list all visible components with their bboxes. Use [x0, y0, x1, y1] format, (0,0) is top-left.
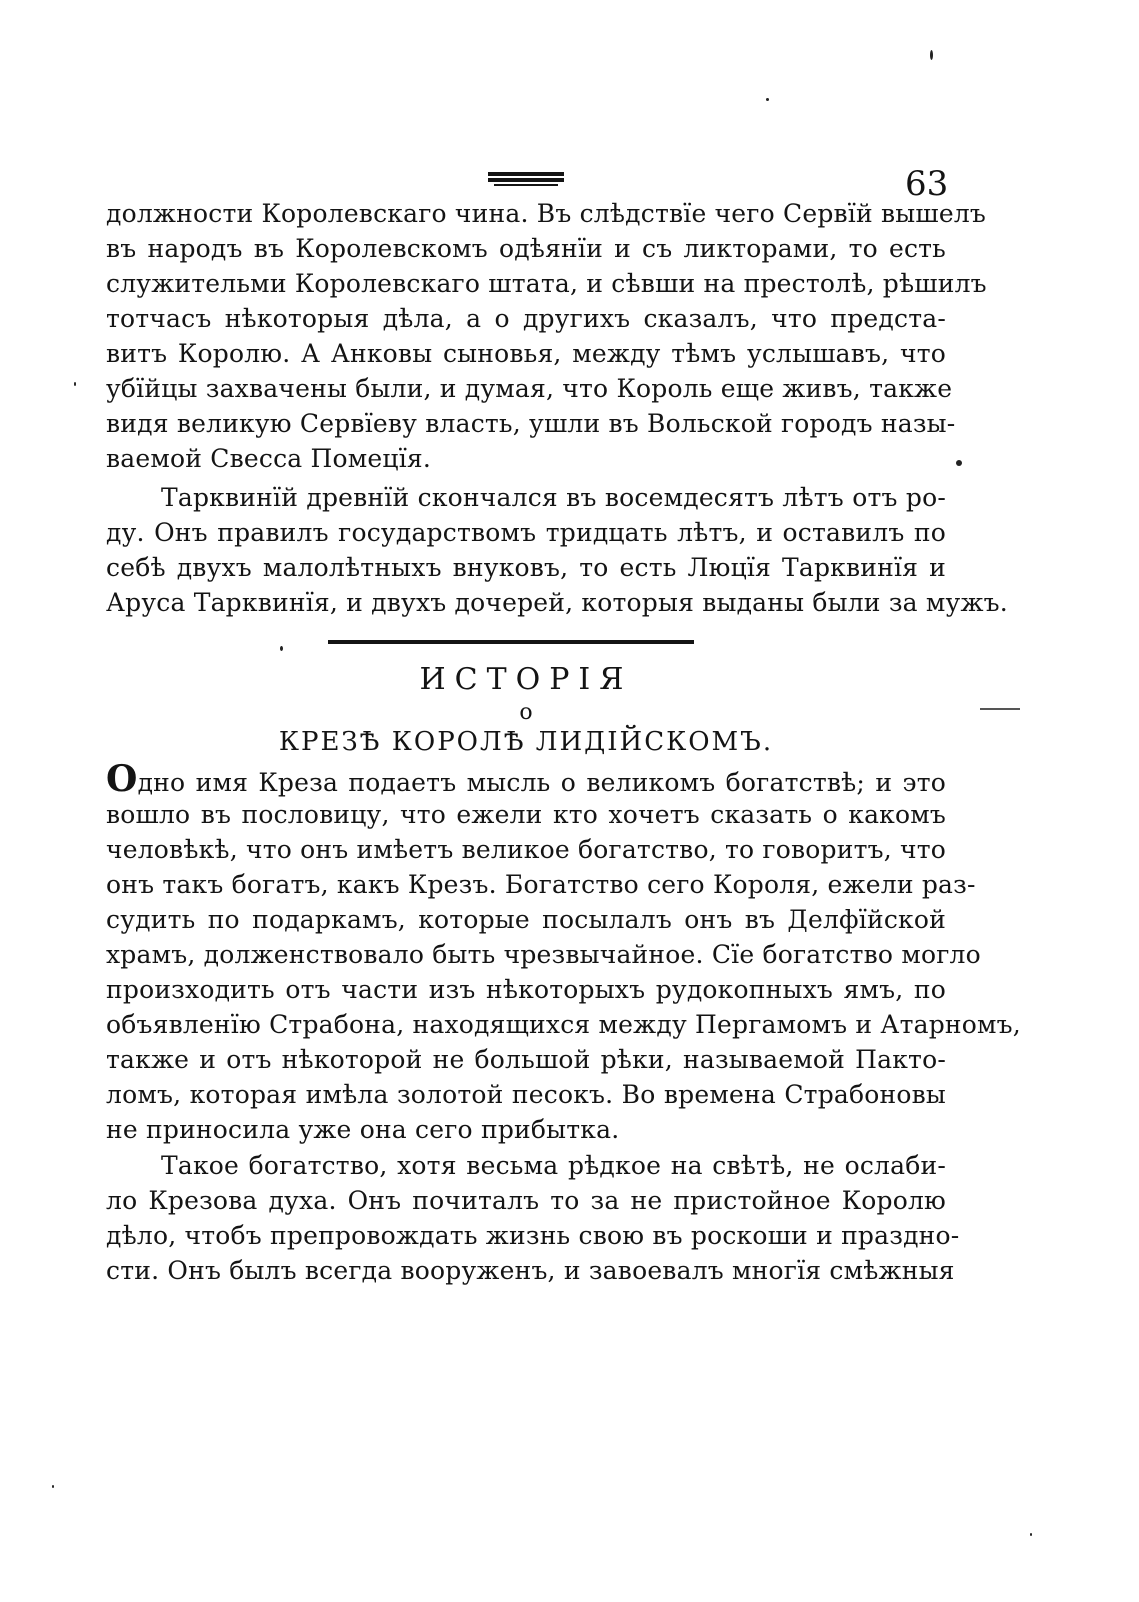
section-divider-rule: [328, 640, 694, 644]
text-line: [106, 758, 946, 800]
scan-speck: [930, 50, 933, 60]
scan-speck: [956, 460, 962, 466]
text-line: не приносила уже она сего прибытка.: [106, 1115, 620, 1144]
paragraph-3: [106, 758, 1021, 1147]
header-rule-bar: [488, 178, 564, 182]
paragraph-2: [106, 480, 1008, 620]
text-line: служительми Королевскаго штата, и сѣвши на престолѣ, рѣшилъ: [106, 269, 987, 298]
text-line: Тарквинїй древнїй скончался въ восемдесятъ лѣтъ отъ ро-: [161, 483, 946, 512]
text-line: ло Крезова духа. Онъ почиталъ то за не пристойное Королю: [106, 1186, 946, 1215]
text-line: витъ Королю. А Анковы сыновья, между тѣмъ услышавъ, что: [106, 339, 946, 368]
text-line-rest: дно имя Креза подаетъ мысль о великомъ богатствѣ; и это: [137, 768, 946, 797]
section-title: ИСТОРIЯ: [419, 662, 633, 697]
text-line: себѣ двухъ малолѣтныхъ внуковъ, то есть Люцїя Тарквинїя и: [106, 553, 946, 582]
section-title-connector: о: [519, 700, 533, 725]
text-line: ду. Онъ правилъ государствомъ тридцать лѣтъ, и оставилъ по: [106, 518, 946, 547]
text-line: ваемой Свесса Помецїя.: [106, 444, 432, 473]
text-line: онъ такъ богатъ, какъ Крезъ. Богатство сего Короля, ежели раз-: [106, 870, 976, 899]
scan-speck: [280, 646, 283, 651]
text-line: должности Королевскаго чина. Въ слѣдствїе чего Сервїй вышелъ: [106, 199, 987, 228]
page-number: 63: [905, 164, 949, 204]
drop-initial: О: [106, 758, 138, 800]
text-line: также и отъ нѣкоторой не большой рѣки, называемой Пакто-: [106, 1045, 946, 1074]
header-ornament-rule: [488, 172, 564, 188]
text-line: храмъ, долженствовало быть чрезвычайное. Сїе богатство могло: [106, 940, 981, 969]
text-line: ломъ, которая имѣла золотой песокъ. Во времена Страбоновы: [106, 1080, 946, 1109]
section-subtitle: КРЕЗѢ КОРОЛѢ ЛИДIЙСКОМЪ.: [278, 727, 774, 757]
paragraph-1: [106, 196, 987, 476]
scan-speck: [52, 1485, 54, 1488]
scan-speck: [766, 98, 769, 101]
text-line: Такое богатство, хотя весьма рѣдкое на свѣтѣ, не ослаби-: [161, 1151, 946, 1180]
text-line: произходить отъ части изъ нѣкоторыхъ рудокопныхъ ямъ, по: [106, 975, 946, 1004]
paragraph-4: [106, 1148, 960, 1288]
scan-speck: [74, 382, 76, 386]
text-line: въ народъ въ Королевскомъ одѣянїи и съ ликторами, то есть: [106, 234, 946, 263]
header-rule-bar: [494, 184, 558, 186]
text-line: человѣкѣ, что онъ имѣетъ великое богатство, то говоритъ, что: [106, 835, 947, 864]
text-line: дѣло, чтобъ препровождать жизнь свою въ роскоши и праздно-: [106, 1221, 960, 1250]
text-line: тотчасъ нѣкоторыя дѣла, а о другихъ сказалъ, что предста-: [106, 304, 946, 333]
text-line: вошло въ пословицу, что ежели кто хочетъ сказать о какомъ: [106, 800, 946, 829]
text-line: Аруса Тарквинїя, и двухъ дочерей, которыя выданы были за мужъ.: [106, 588, 1008, 617]
header-rule-bar: [488, 172, 564, 176]
text-line: судить по подаркамъ, которые посылалъ онъ въ Делфїйской: [106, 905, 946, 934]
text-line: убїйцы захвачены были, и думая, что Король еще живъ, также: [106, 374, 953, 403]
margin-mark: [980, 708, 1020, 710]
text-line: видя великую Сервїеву власть, ушли въ Вольской городъ назы-: [106, 409, 956, 438]
scan-speck: [1030, 1533, 1032, 1536]
text-line: объявленїю Страбона, находящихся между Пергамомъ и Атарномъ,: [106, 1010, 1021, 1039]
text-line: сти. Онъ былъ всегда вооруженъ, и завоевалъ многїя смѣжныя: [106, 1256, 955, 1285]
